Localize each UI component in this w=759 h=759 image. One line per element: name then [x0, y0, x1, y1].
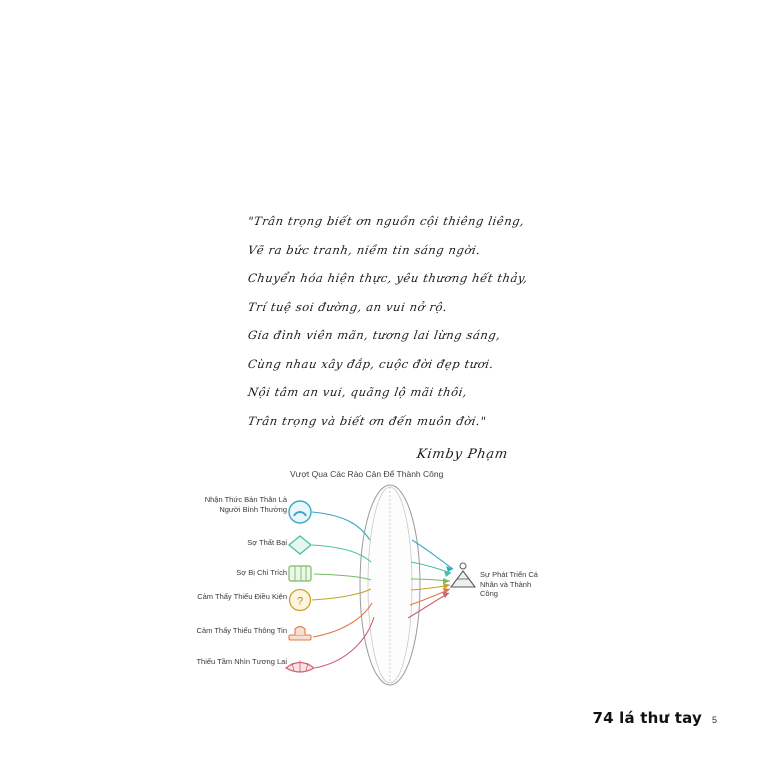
poem-line: Gia đình viên mãn, tương lai lừng sáng, — [246, 328, 502, 342]
poem-block — [248, 207, 548, 462]
diagram-canvas — [175, 465, 595, 695]
barrier-label-4: Cảm Thấy Thiếu Điều Kiện — [197, 592, 287, 601]
magnet-icon — [289, 501, 311, 523]
svg-text:?: ? — [296, 595, 304, 608]
poem-line: Nội tâm an vui, quãng lộ mãi thôi, — [246, 385, 469, 399]
poem-line: "Trân trọng biết ơn nguồn cội thiêng liêng, — [246, 214, 526, 228]
book-title: 74 lá thư tay — [592, 709, 702, 727]
fan-icon — [286, 660, 314, 672]
poem-line: Vẽ ra bức tranh, niềm tin sáng ngời. — [246, 242, 482, 257]
barrier-label-1: Nhận Thức Bản Thân Là Người Bình Thường — [204, 495, 287, 514]
grid-icon — [289, 566, 311, 581]
poem-line: Chuyển hóa hiện thực, yêu thương hết thảy, — [246, 271, 529, 285]
page-footer — [592, 709, 717, 727]
barrier-label-2: Sợ Thất Bại — [247, 538, 287, 547]
diamond-icon — [289, 536, 311, 554]
poem-line: Trí tuệ soi đường, an vui nở rộ. — [246, 299, 449, 314]
pyramid-icon — [451, 563, 475, 587]
question-circle-icon — [290, 590, 311, 611]
poem-line: Cùng nhau xây đắp, cuộc đời đẹp tươi. — [246, 356, 496, 371]
poem-line: Trân trọng và biết ơn đến muôn đời." — [246, 413, 488, 428]
barrier-label-6: Thiếu Tầm Nhìn Tương Lai — [196, 657, 287, 666]
outcome-label: Sự Phát Triển Cá Nhân và Thành Công — [480, 570, 538, 598]
stamp-icon — [289, 627, 311, 641]
barriers-diagram — [175, 465, 595, 695]
page-number: 5 — [711, 715, 717, 725]
barrier-label-5: Cảm Thấy Thiếu Thông Tin — [196, 626, 287, 635]
diagram-title: Vượt Qua Các Rào Cản Để Thành Công — [290, 469, 444, 479]
poem-signature: Kimby Phạm — [415, 447, 510, 462]
barrier-funnel — [360, 485, 420, 685]
barrier-label-3: Sợ Bị Chỉ Trích — [236, 568, 287, 577]
